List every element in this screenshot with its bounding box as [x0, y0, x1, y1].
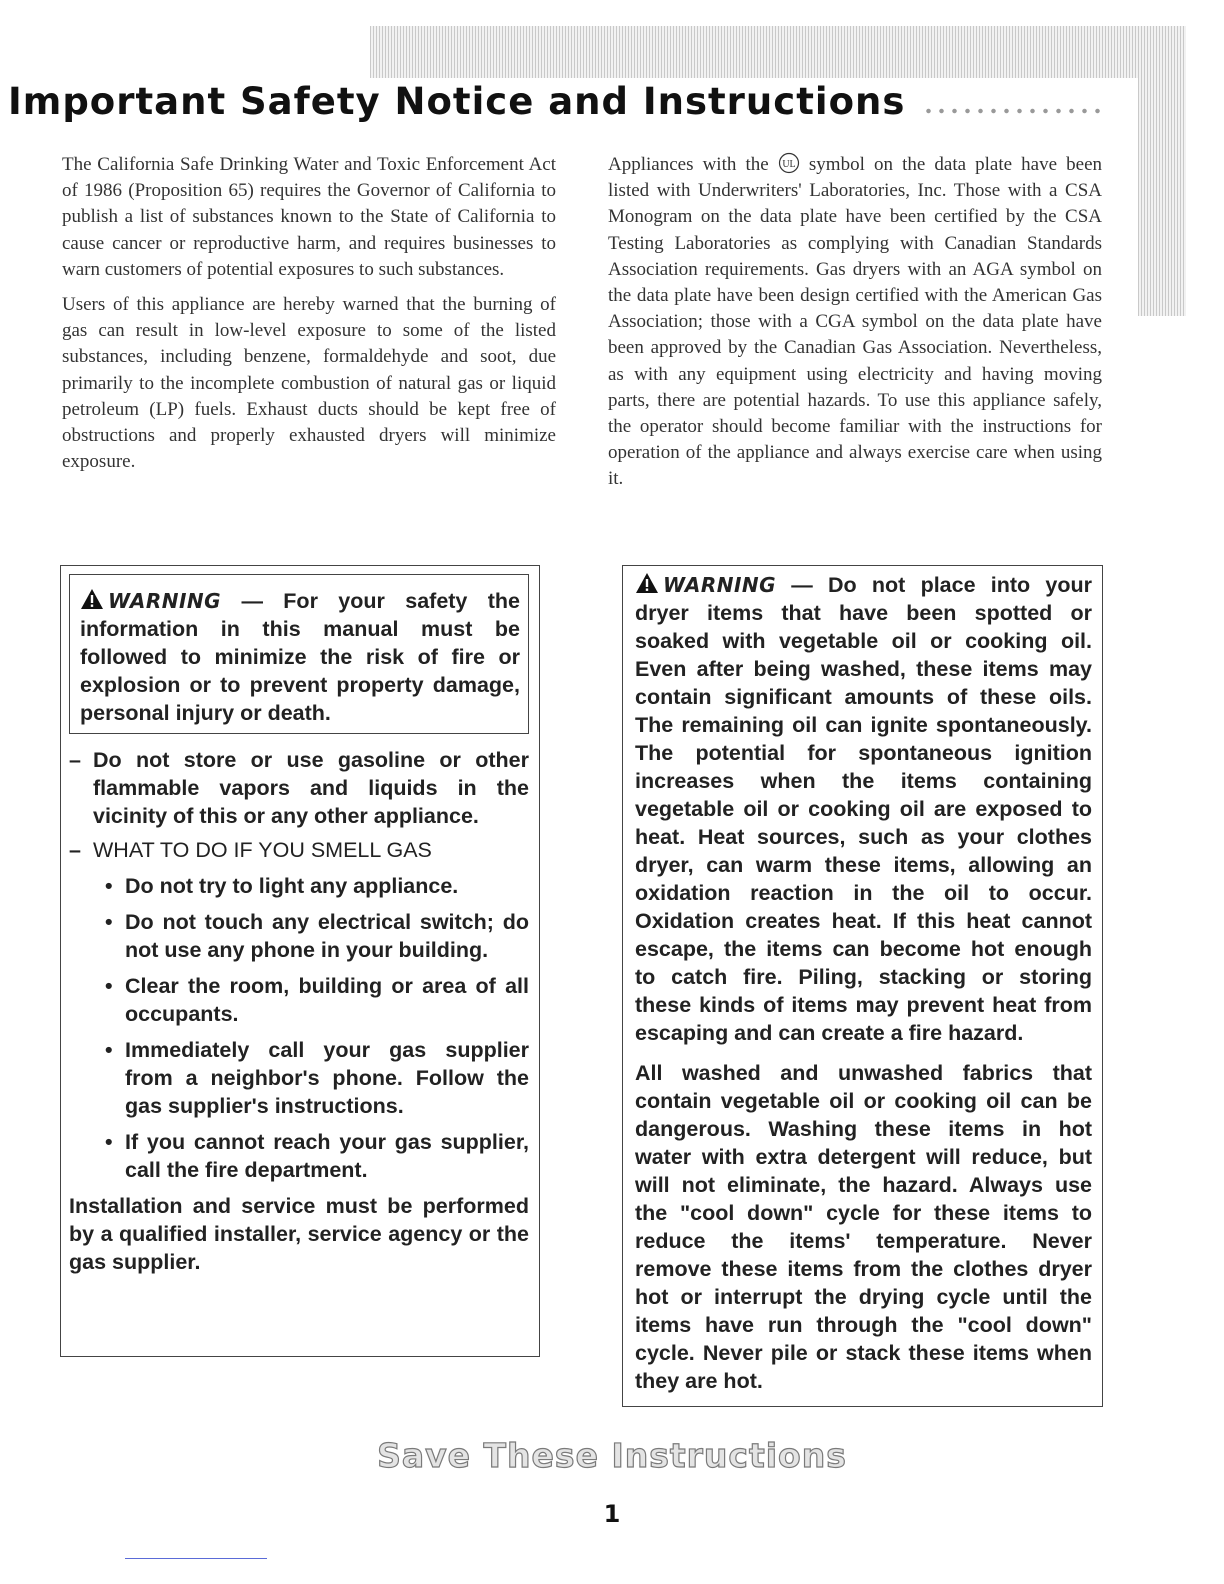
list-item	[69, 836, 529, 864]
oil-warning-box	[622, 565, 1103, 1407]
warning-header-frame	[69, 574, 529, 734]
ul-symbol-text: UL	[782, 159, 796, 170]
bullet-marker: •	[105, 910, 113, 934]
bullet-marker: •	[105, 874, 113, 898]
list-item	[105, 872, 529, 900]
bullet-marker: •	[105, 1038, 113, 1062]
proposition-65-paragraph: The California Safe Drinking Water and Toxic Enforcement Act of 1986 (Proposition 65) requires the Governor of California to publish a list of substances known to the State of California to cause cancer or reproductive harm, and requires businesses to warn customers of potential exposures to such substances.	[62, 154, 556, 280]
certification-paragraph	[608, 152, 1102, 493]
gas-warning-box	[60, 565, 540, 1357]
oil-warning-paragraph	[635, 571, 1092, 1047]
page-title: Important Safety Notice and Instructions	[8, 80, 906, 123]
list-item	[105, 972, 529, 1028]
bullet-text: Do not try to light any appliance.	[125, 874, 459, 898]
intro-right-column	[608, 152, 1102, 502]
bullet-text: If you cannot reach your gas supplier, call the fire department.	[125, 1130, 529, 1182]
ul-listed-icon	[778, 152, 800, 174]
intro-left-column	[62, 152, 556, 484]
gasoline-warning-text: Do not store or use gasoline or other flammable vapors and liquids in the vicinity of this or any other appliance.	[93, 748, 529, 828]
side-decorative-band	[1138, 26, 1186, 316]
save-instructions-banner: Save These Instructions	[377, 1436, 847, 1475]
dash-marker: –	[69, 838, 81, 862]
list-item	[105, 1036, 529, 1120]
gas-exposure-paragraph: Users of this appliance are hereby warned that the burning of gas can result in low-level exposure to some of the listed substances, including benzene, formaldehyde and soot, due primarily to the incomplete combustion of natural gas or liquid petroleum (LP) fuels. Exhaust ducts should be kept free of obstructions and properly exhausted dryers will minimize exposure.	[62, 294, 556, 473]
footnote-rule	[125, 1558, 267, 1559]
oil-warning-text: — Do not place into your dryer items that have been spotted or soaked with vegetable oil or cooking oil. Even after being washed, these items may contain significant amounts of these oils. The remaining oil can ignite spontaneously. The potential for spontaneous ignition increases when the items containing vegetable oil or cooking oil are exposed to heat. Heat sources, such as your clothes dryer, can warm these items, allowing an oxidation reaction in the oil to occur. Oxidation creates heat. If this heat cannot escape, the items can become hot enough to catch fire. Piling, stacking or storing these kinds of items may prevent heat from escaping and can create a fire hazard.	[635, 573, 1092, 1045]
certification-text-rest: symbol on the data plate have been listed with Underwriters' Laboratories, Inc. Those with a CSA Monogram on the data plate have been certified by the CSA Testing Laboratories as complying with Canadian Standards Association requirements. Gas dryers with an AGA symbol on the data plate have been design certified with the American Gas Association; those with a CGA symbol on the data plate have been approved by the Canadian Gas Association. Nevertheless, as with any equipment using electricity and having moving parts, there are potential hazards. To use this appliance safely, the operator should become familiar with the instructions for operation of the appliance and always exercise care when using it.	[608, 154, 1103, 490]
bullet-text: Clear the room, building or area of all occupants.	[125, 974, 529, 1026]
fabric-warning-paragraph: All washed and unwashed fabrics that contain vegetable oil or cooking oil can be dangerous. Washing these items in hot water with extra detergent will reduce, but will not eliminate, the hazard. Always use the "cool down" cycle for these items to reduce the items' temperature. Never remove these items from the clothes dryer hot or interrupt the drying cycle until the items have run through the "cool down" cycle. Never pile or stack these items when they are hot.	[635, 1061, 1092, 1393]
smell-gas-heading: WHAT TO DO IF YOU SMELL GAS	[93, 838, 432, 862]
bullet-text: Immediately call your gas supplier from a neighbor's phone. Follow the gas supplier's instructions.	[125, 1038, 529, 1118]
warning-label: WARNING	[663, 573, 777, 597]
dash-marker: –	[69, 748, 81, 772]
bullet-text: Do not touch any electrical switch; do not use any phone in your building.	[125, 910, 529, 962]
list-item	[105, 908, 529, 964]
bullet-marker: •	[105, 1130, 113, 1154]
certification-text-start: Appliances with the	[608, 154, 769, 175]
list-item	[105, 1128, 529, 1184]
page-number: 1	[603, 1500, 621, 1528]
header-decorative-band	[370, 26, 1140, 78]
bullet-marker: •	[105, 974, 113, 998]
warning-triangle-icon	[80, 588, 104, 610]
title-dot-leader	[922, 105, 1104, 117]
warning-intro-text: — For your safety the information in this manual must be followed to minimize the risk of fire or explosion or to prevent property damage, personal injury or death.	[80, 589, 521, 725]
warning-triangle-icon	[635, 572, 659, 594]
list-item	[69, 746, 529, 830]
warning-label: WARNING	[108, 589, 222, 613]
installation-note: Installation and service must be performed by a qualified installer, service agency or the gas supplier.	[69, 1194, 529, 1274]
